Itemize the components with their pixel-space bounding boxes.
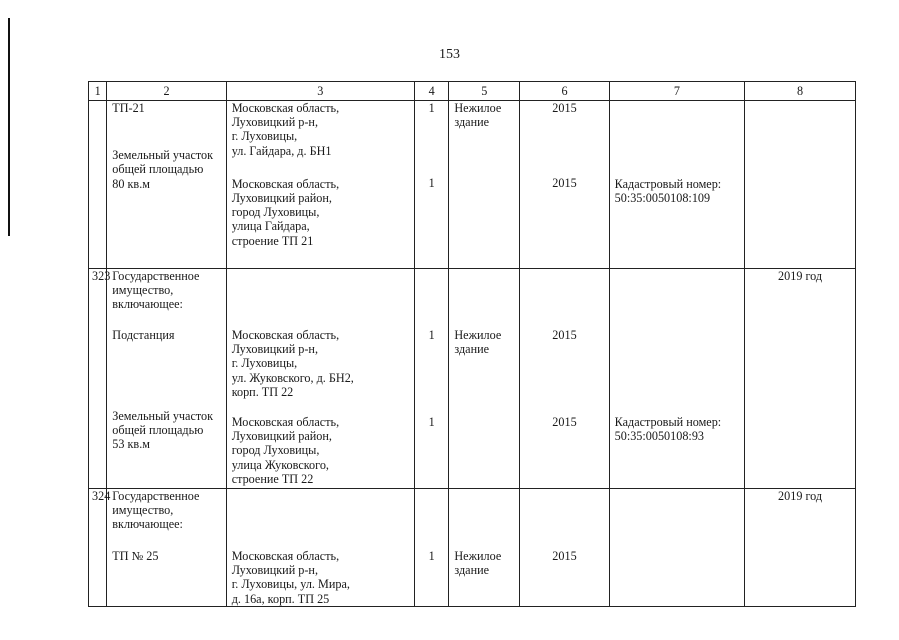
year: 2015: [552, 415, 577, 430]
year: 2015: [552, 549, 577, 563]
address-cell: [226, 101, 414, 269]
quantity: 1: [428, 328, 435, 342]
object-name: Земельный участок общей площадью 80 кв.м: [112, 148, 214, 191]
object-type: Нежилое здание: [454, 101, 502, 130]
year-cell: [520, 489, 609, 607]
header-col-5: 5: [449, 82, 520, 101]
quantity: 1: [428, 176, 435, 191]
quantity-cell: [414, 269, 448, 489]
address: Московская область, Луховицкий р-н, г. Луховицы, ул. Гайдара, д. БН1: [231, 101, 340, 158]
object-name: Подстанция: [112, 327, 175, 342]
year-cell: [520, 269, 609, 489]
note-cell: [609, 269, 745, 489]
type-cell: [449, 101, 520, 269]
header-col-6: 6: [520, 82, 609, 101]
header-col-1: 1: [89, 82, 107, 101]
header-col-8: 8: [745, 82, 856, 101]
address: Московская область, Луховицкий район, город Луховицы, улица Жуковского, строение ТП 22: [231, 415, 340, 486]
date-cell: 2019 год: [745, 269, 856, 489]
object-name: ТП № 25: [112, 548, 159, 563]
address: Московская область, Луховицкий район, город Луховицы, улица Гайдара, строение ТП 21: [231, 176, 340, 248]
page-number: 153: [439, 47, 460, 62]
object-name: Земельный участок общей площадью 53 кв.м: [112, 408, 214, 452]
header-col-7: 7: [609, 82, 745, 101]
object-name-cell: [107, 489, 226, 607]
table-row: [89, 489, 856, 607]
type-cell: [449, 489, 520, 607]
row-number: 323: [89, 269, 107, 489]
header-col-4: 4: [414, 82, 448, 101]
object-name: ТП-21: [112, 101, 145, 115]
property-table: [88, 81, 856, 607]
cadastral-note: Кадастровый номер: 50:35:0050108:93: [614, 415, 722, 444]
address: Московская область, Луховицкий р-н, г. Луховицы, ул. Мира, д. 16а, корп. ТП 25: [231, 549, 350, 606]
object-name-cell: [107, 101, 226, 269]
date-cell: 2019 год: [745, 489, 856, 607]
date-cell: [745, 101, 856, 269]
quantity: 1: [428, 415, 435, 430]
table-row: [89, 101, 856, 269]
quantity-cell: [414, 101, 448, 269]
note-cell: [609, 101, 745, 269]
group-intro: Государственное имущество, включающее:: [112, 489, 200, 532]
year: 2015: [552, 328, 577, 342]
year-cell: [520, 101, 609, 269]
quantity: 1: [428, 101, 435, 115]
object-type: Нежилое здание: [454, 549, 502, 578]
object-name-cell: [107, 269, 226, 489]
object-type: Нежилое здание: [454, 328, 502, 357]
row-number: 324: [89, 489, 107, 607]
table-row: [89, 269, 856, 489]
group-intro: Государственное имущество, включающее:: [112, 269, 200, 312]
address-cell: [226, 489, 414, 607]
row-number: [89, 101, 107, 269]
address-cell: [226, 269, 414, 489]
year: 2015: [552, 101, 577, 115]
cadastral-note: Кадастровый номер: 50:35:0050108:109: [614, 177, 722, 206]
header-col-2: 2: [107, 82, 226, 101]
quantity-cell: [414, 489, 448, 607]
address: Московская область, Луховицкий р-н, г. Луховицы, ул. Жуковского, д. БН2, корп. ТП 22: [231, 328, 354, 399]
note-cell: [609, 489, 745, 607]
quantity: 1: [428, 549, 435, 563]
header-col-3: 3: [226, 82, 414, 101]
table-header: [89, 82, 856, 101]
type-cell: [449, 269, 520, 489]
year: 2015: [552, 176, 577, 191]
header-row: [89, 82, 856, 101]
